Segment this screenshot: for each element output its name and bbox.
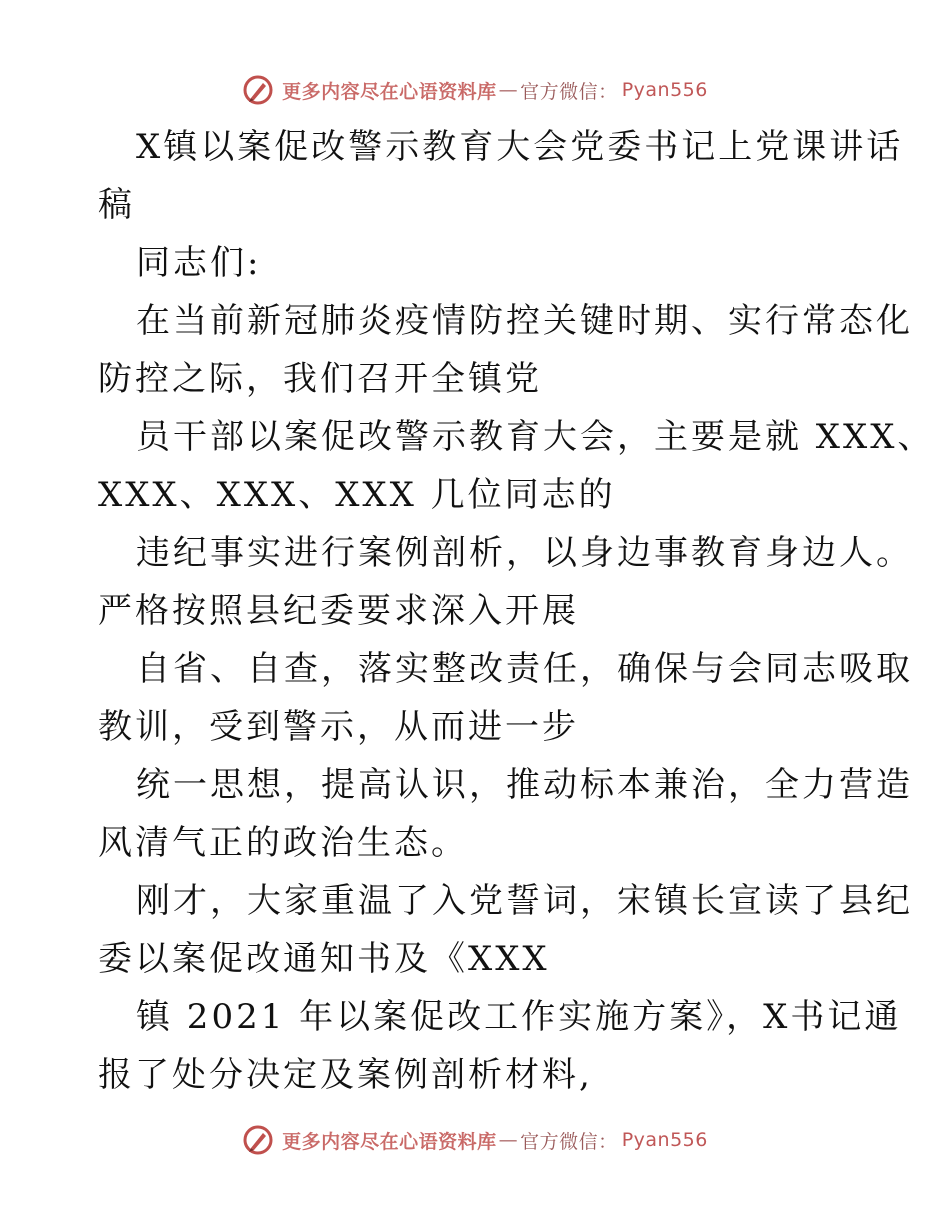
header-banner xyxy=(0,70,950,110)
paragraph-line: 刚才，大家重温了入党誓词，宋镇长宣读了县纪 xyxy=(136,881,913,921)
banner-main-text: 更多内容尽在心语资料库 xyxy=(282,1130,497,1153)
paragraph-line: 违纪事实进行案例剖析，以身边事教育身边人。 xyxy=(136,533,913,573)
banner-dash: — xyxy=(498,1129,519,1151)
paragraph-line: 严格按照县纪委要求深入开展 xyxy=(98,591,579,631)
paragraph-line: 防控之际，我们召开全镇党 xyxy=(98,359,542,399)
banner-wechat-label: 官方微信： xyxy=(520,80,618,103)
paragraph-line: 报了处分决定及案例剖析材料, xyxy=(98,1055,593,1095)
banner-wechat-label: 官方微信： xyxy=(520,1130,618,1153)
paragraph-line: XXX、XXX、XXX 几位同志的 xyxy=(98,475,616,515)
paragraph-line: 在当前新冠肺炎疫情防控关键时期、实行常态化 xyxy=(136,301,913,341)
document-title-continued: 稿 xyxy=(98,185,135,225)
banner-text xyxy=(282,77,708,104)
paragraph-line: 统一思想，提高认识，推动标本兼治，全力营造 xyxy=(136,765,913,805)
footer-banner xyxy=(0,1120,950,1160)
paragraph-line: 委以案促改通知书及《XXX xyxy=(98,939,550,979)
banner-dash: — xyxy=(498,79,519,101)
paragraph-line: 镇 2021 年以案促改工作实施方案》，X书记通 xyxy=(136,997,902,1037)
pen-circle-logo-icon xyxy=(242,1124,274,1156)
banner-wechat-id: Pyan556 xyxy=(621,1129,708,1151)
document-title: X镇以案促改警示教育大会党委书记上党课讲话 xyxy=(136,127,904,167)
banner-text xyxy=(282,1127,708,1154)
paragraph-line: 员干部以案促改警示教育大会，主要是就 XXX、 xyxy=(136,417,935,457)
pen-circle-logo-icon xyxy=(242,74,274,106)
document-body xyxy=(98,118,935,1104)
salutation: 同志们: xyxy=(136,243,262,283)
paragraph-line: 自省、自查，落实整改责任，确保与会同志吸取 xyxy=(136,649,913,689)
banner-main-text: 更多内容尽在心语资料库 xyxy=(282,80,497,103)
paragraph-line: 风清气正的政治生态。 xyxy=(98,823,468,863)
banner-wechat-id: Pyan556 xyxy=(621,79,708,101)
paragraph-line: 教训，受到警示，从而进一步 xyxy=(98,707,579,747)
